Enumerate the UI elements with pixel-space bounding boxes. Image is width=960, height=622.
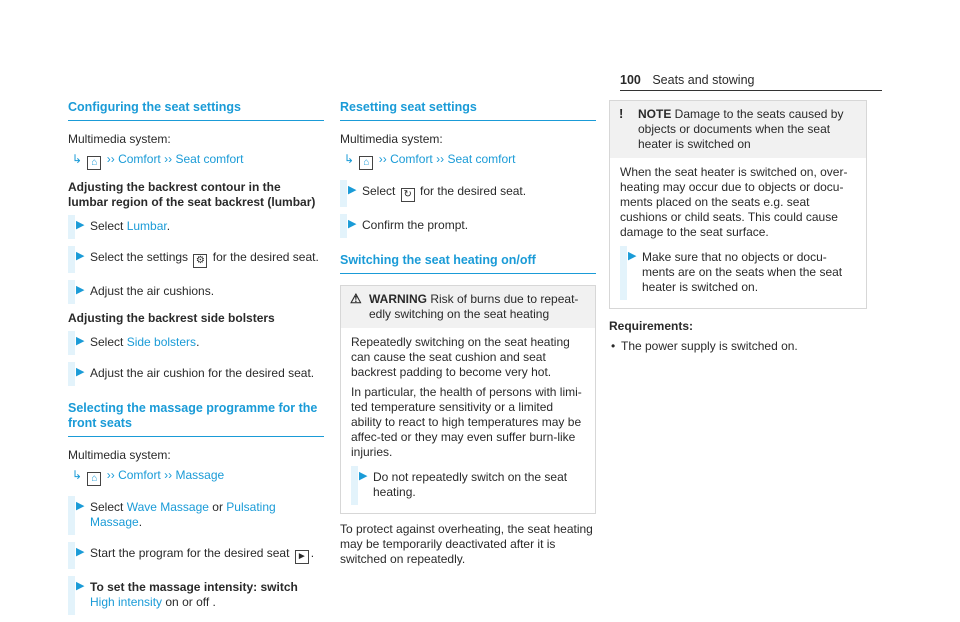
note-title: Damage to the seats caused by objects or documents when the seat heater is switched on (638, 107, 844, 151)
header-rule (620, 90, 882, 91)
step-text: . (166, 219, 171, 233)
warning-paragraph: Repeatedly switching on the seat heating can cause the seat cushion and seat backrest padding to become very hot. (351, 335, 570, 379)
step-text: Start the program for the desired seat (90, 546, 290, 560)
step-text: Select (90, 500, 127, 514)
column-right (609, 100, 867, 354)
step-massage-intensity (68, 576, 324, 615)
chapter-title: Seats and stowing (652, 73, 755, 87)
warning-box (340, 285, 596, 514)
lumbar-link[interactable]: Lumbar (126, 219, 167, 233)
path-comfort[interactable]: Comfort (118, 468, 161, 482)
multimedia-label: Multimedia system: (68, 132, 171, 146)
step-select-reset (340, 180, 596, 207)
step-text: Adjust the air cushions. (90, 284, 215, 298)
arrow-right-icon: ↳ (344, 152, 355, 166)
note-box (609, 100, 867, 309)
section-heading-resetting: Resetting seat settings (340, 100, 596, 121)
step-text: Select (90, 335, 127, 349)
note-label: NOTE (638, 107, 672, 121)
pulsating-massage-link[interactable]: Pulsating Massage (90, 500, 276, 529)
wave-massage-link[interactable]: Wave Massage (126, 500, 209, 514)
note-body (610, 158, 866, 308)
section-heading-heating: Switching the seat heating on/off (340, 253, 596, 274)
step-text: for the desired seat. (420, 184, 527, 198)
menu-path (344, 152, 596, 170)
step-text: . (196, 335, 200, 349)
high-intensity-link[interactable]: High intensity (90, 595, 163, 609)
step-arrow-icon: ▶ (76, 546, 85, 558)
lumbar-heading: Adjusting the backrest contour in the lumbar region of the seat backrest (lumbar) (68, 180, 316, 209)
step-text: Confirm the prompt. (362, 218, 469, 232)
step-arrow-icon: ▶ (628, 250, 637, 262)
menu-path (72, 152, 324, 170)
bolsters-heading: Adjusting the backrest side bolsters (68, 311, 275, 325)
step-text: for the desired seat. (212, 250, 319, 264)
step-arrow-icon: ▶ (348, 218, 357, 230)
column-middle (340, 100, 596, 572)
warning-header (341, 286, 595, 328)
side-bolsters-link[interactable]: Side bolsters (126, 335, 197, 349)
step-arrow-icon: ▶ (359, 470, 368, 482)
step-text: Adjust the air cushion for the desired seat. (90, 366, 315, 380)
path-seat-comfort[interactable]: Seat comfort (175, 152, 244, 166)
step-select-bolsters (68, 331, 324, 355)
chevron-icon: ›› (378, 152, 387, 166)
step-select-massage (68, 496, 324, 535)
step-text: on or off . (162, 595, 216, 609)
overheating-paragraph: To protect against overheating, the seat heating may be temporarily deactivated after it is switched on repeatedly. (340, 522, 593, 566)
step-text: or (208, 500, 227, 514)
step-text: Make sure that no objects or docu-ments are on the seats when the seat heater is switched on. (642, 250, 843, 294)
step-arrow-icon: ▶ (76, 580, 85, 592)
requirements-heading: Requirements: (609, 319, 694, 333)
step-arrow-icon: ▶ (76, 366, 85, 378)
reset-icon: ↻ (401, 188, 415, 202)
step-text: . (310, 546, 315, 560)
chevron-icon: ›› (164, 152, 173, 166)
chevron-icon: ›› (164, 468, 173, 482)
home-icon: ⌂ (87, 472, 101, 486)
column-left (68, 100, 324, 622)
step-text: . (138, 515, 143, 529)
path-seat-comfort[interactable]: Seat comfort (447, 152, 516, 166)
note-paragraph: When the seat heater is switched on, over-heating may occur due to objects or docu-ments placed on the seats e.g. seat cushions or child seats. This could cause damage to the seat surface. (620, 165, 848, 239)
step-select-lumbar (68, 215, 324, 239)
settings-icon: ⚙ (193, 254, 207, 268)
play-icon: ► (295, 550, 309, 564)
warning-icon: ⚠ (350, 291, 362, 306)
chevron-icon: ›› (106, 152, 115, 166)
exclamation-icon: ! (619, 106, 624, 121)
step-text: Do not repeatedly switch on the seat heating. (373, 470, 568, 499)
path-comfort[interactable]: Comfort (118, 152, 161, 166)
step-text: To set the massage intensity: switch (90, 580, 298, 594)
menu-path (72, 468, 324, 486)
path-massage[interactable]: Massage (175, 468, 225, 482)
step-adjust-air (68, 280, 324, 304)
warning-body (341, 328, 595, 513)
step-arrow-icon: ▶ (76, 500, 85, 512)
page-number: 100 (620, 73, 641, 87)
warning-step (351, 466, 587, 505)
step-arrow-icon: ▶ (348, 184, 357, 196)
note-step (620, 246, 858, 300)
warning-label: WARNING (369, 292, 427, 306)
step-adjust-cushion (68, 362, 324, 386)
section-heading-configuring: Configuring the seat settings (68, 100, 324, 121)
step-arrow-icon: ▶ (76, 250, 85, 262)
home-icon: ⌂ (87, 156, 101, 170)
step-arrow-icon: ▶ (76, 284, 85, 296)
chevron-icon: ›› (106, 468, 115, 482)
path-comfort[interactable]: Comfort (390, 152, 433, 166)
step-text: Select the settings (90, 250, 192, 264)
step-select-settings (68, 246, 324, 273)
warning-title: Risk of burns due to repeat-edly switching on the seat heating (369, 292, 579, 321)
arrow-right-icon: ↳ (72, 152, 83, 166)
note-header (610, 101, 866, 158)
page-header (620, 73, 755, 87)
step-arrow-icon: ▶ (76, 335, 85, 347)
section-heading-massage: Selecting the massage programme for the front seats (68, 401, 324, 437)
step-arrow-icon: ▶ (76, 219, 85, 231)
step-text: Select (90, 219, 127, 233)
chevron-icon: ›› (436, 152, 445, 166)
step-text: Select (362, 184, 399, 198)
step-confirm (340, 214, 596, 238)
requirement-item: • The power supply is switched on. (609, 339, 867, 354)
step-start-program (68, 542, 324, 569)
multimedia-label: Multimedia system: (68, 448, 171, 462)
multimedia-label: Multimedia system: (340, 132, 443, 146)
arrow-right-icon: ↳ (72, 468, 83, 482)
home-icon: ⌂ (359, 156, 373, 170)
warning-paragraph: In particular, the health of persons with limi-ted temperature sensitivity or a limited ability to react to high temperatures may be affec-ted or they may even suffer burn-like injuries. (351, 385, 582, 459)
